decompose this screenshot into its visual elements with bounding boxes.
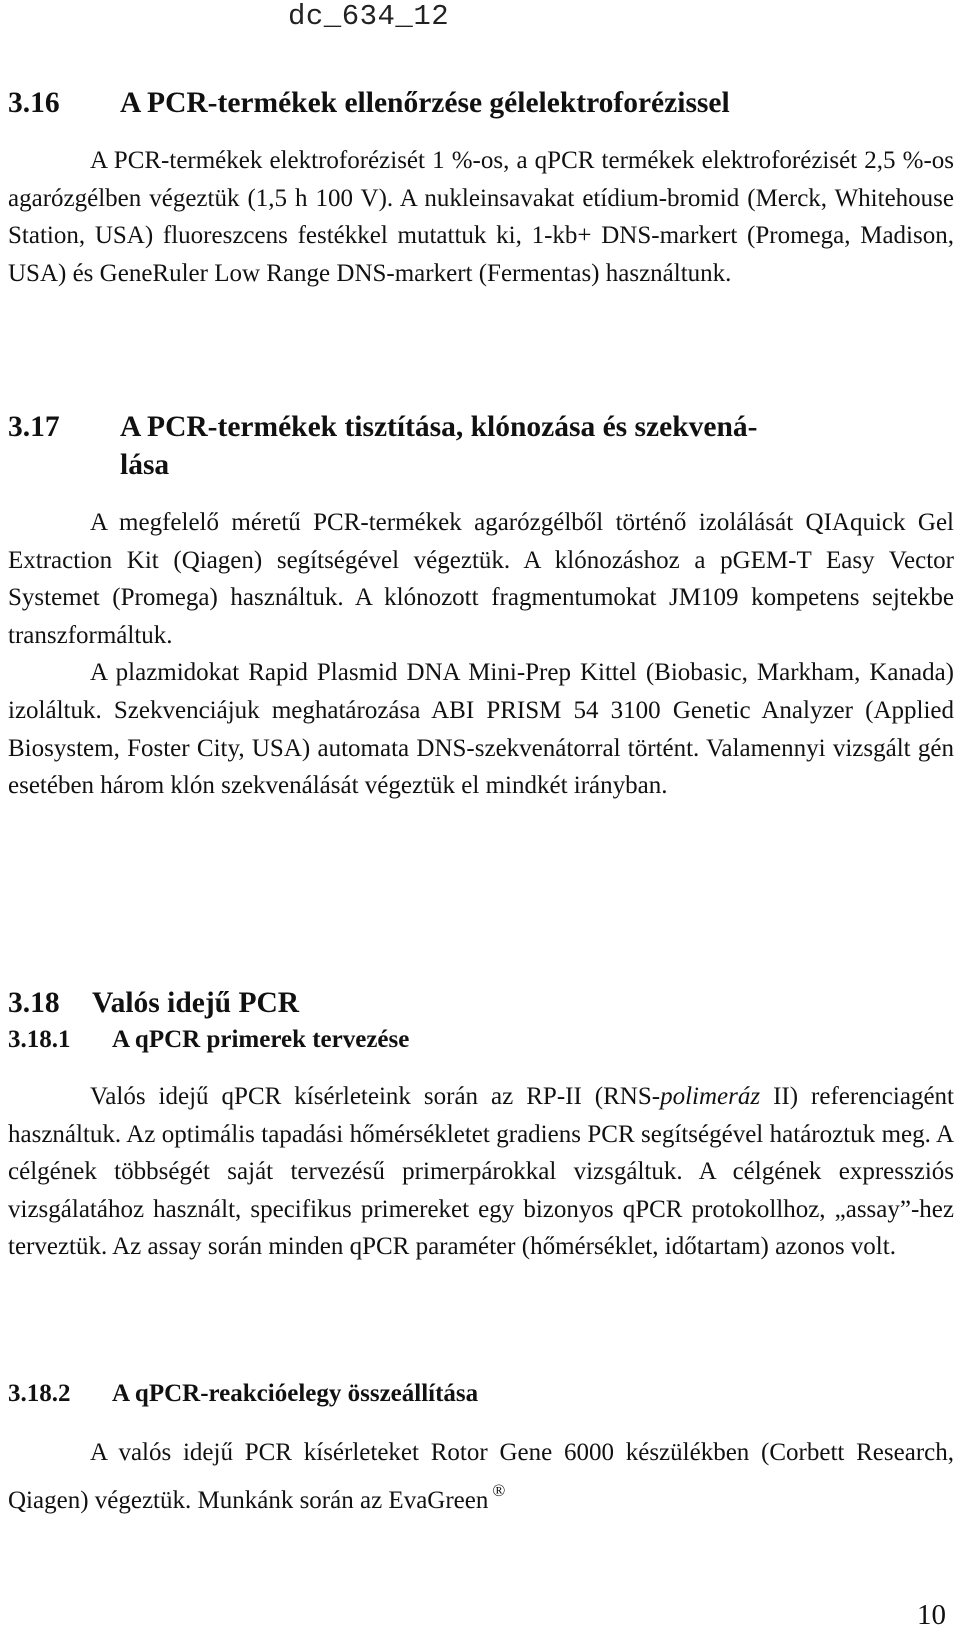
section-number: 3.17: [8, 411, 60, 443]
paragraph: A plazmidokat Rapid Plasmid DNA Mini-Prep Kittel (Biobasic, Markham, Kanada) izoláltuk. Szekvenciájuk meghatározása ABI PRISM 54 3100 Genetic Analyzer (Applied Biosystem, Foster City, USA) automata DNS-szekvenátorral történt. Valamennyi vizsgált gén esetében három klón szekvenálását végeztük el mindkét irányban.: [8, 659, 954, 800]
paragraph: A valós idejű PCR kísérleteket Rotor Gene 6000 készülékben (Corbett Research, Qiagen) végeztük. Munkánk során az EvaGreen ®: [8, 1439, 954, 1514]
section-heading: [8, 984, 954, 1022]
section-heading: [8, 84, 954, 122]
subsection-heading: [8, 1378, 954, 1410]
section-title-line2: lása: [120, 449, 170, 481]
subsection-heading: [8, 1024, 954, 1056]
document-page: [8, 0, 954, 1646]
section-3-18: [8, 984, 954, 1022]
document-code: dc_634_12: [288, 0, 450, 33]
section-title-line1: A PCR-termékek tisztítása, klónozása és szekvená-: [120, 411, 758, 443]
section-3-16: [8, 84, 954, 122]
section-3-18-1-body: [8, 1078, 954, 1266]
subsection-title: A qPCR primerek tervezése: [112, 1026, 410, 1053]
section-3-18-1: [8, 1024, 954, 1056]
section-title: A PCR-termékek ellenőrzése gélelektroforézissel: [120, 87, 730, 119]
subsection-title: A qPCR-reakcióelegy összeállítása: [112, 1380, 479, 1407]
section-heading: [8, 408, 954, 484]
section-3-17: [8, 408, 954, 484]
paragraph: A megfelelő méretű PCR-termékek agarózgélből történő izolálását QIAquick Gel Extraction Kit (Qiagen) segítségével végeztük. A klónozáshoz a pGEM-T Easy Vector Systemet (Promega) használtuk. A klónozott fragmentumokat JM109 kompetens sejtekbe transzformáltuk.: [8, 509, 954, 649]
paragraph: Valós idejű qPCR kísérleteink során az RP-II (RNS-polimeráz II) referenciagént használtuk. Az optimális tapadási hőmérsékletet gradiens PCR segítségével határoztuk meg. A célgének többségét saját tervezésű primerpárokkal vizsgáltuk. A célgének expressziós vizsgálatához használt, specifikus primereket egy bizonyos qPCR protokollhoz, „assay”-hez terveztük. Az assay során minden qPCR paraméter (hőmérséklet, időtartam) azonos volt.: [8, 1083, 954, 1261]
registered-mark: ®: [492, 1480, 506, 1500]
paragraph: A PCR-termékek elektroforézisét 1 %-os, a qPCR termékek elektroforézisét 2,5 %-os agarózgélben végeztük (1,5 h 100 V). A nukleinsavakat etídium-bromid (Merck, Whitehouse Station, USA) fluoreszcens festékkel mutattuk ki, 1-kb+ DNS-markert (Promega, Madison, USA) és GeneRuler Low Range DNS-markert (Fermentas) használtunk.: [8, 147, 954, 287]
subsection-number: 3.18.1: [8, 1026, 71, 1053]
subsection-number: 3.18.2: [8, 1380, 71, 1407]
section-3-17-body: [8, 504, 954, 805]
page-number: 10: [917, 1599, 946, 1631]
section-3-18-2: [8, 1378, 954, 1410]
section-3-16-body: [8, 142, 954, 292]
section-number: 3.16: [8, 87, 60, 119]
section-title: Valós idejű PCR: [92, 987, 300, 1019]
section-3-18-2-body: [8, 1434, 954, 1519]
section-number: 3.18: [8, 987, 60, 1019]
